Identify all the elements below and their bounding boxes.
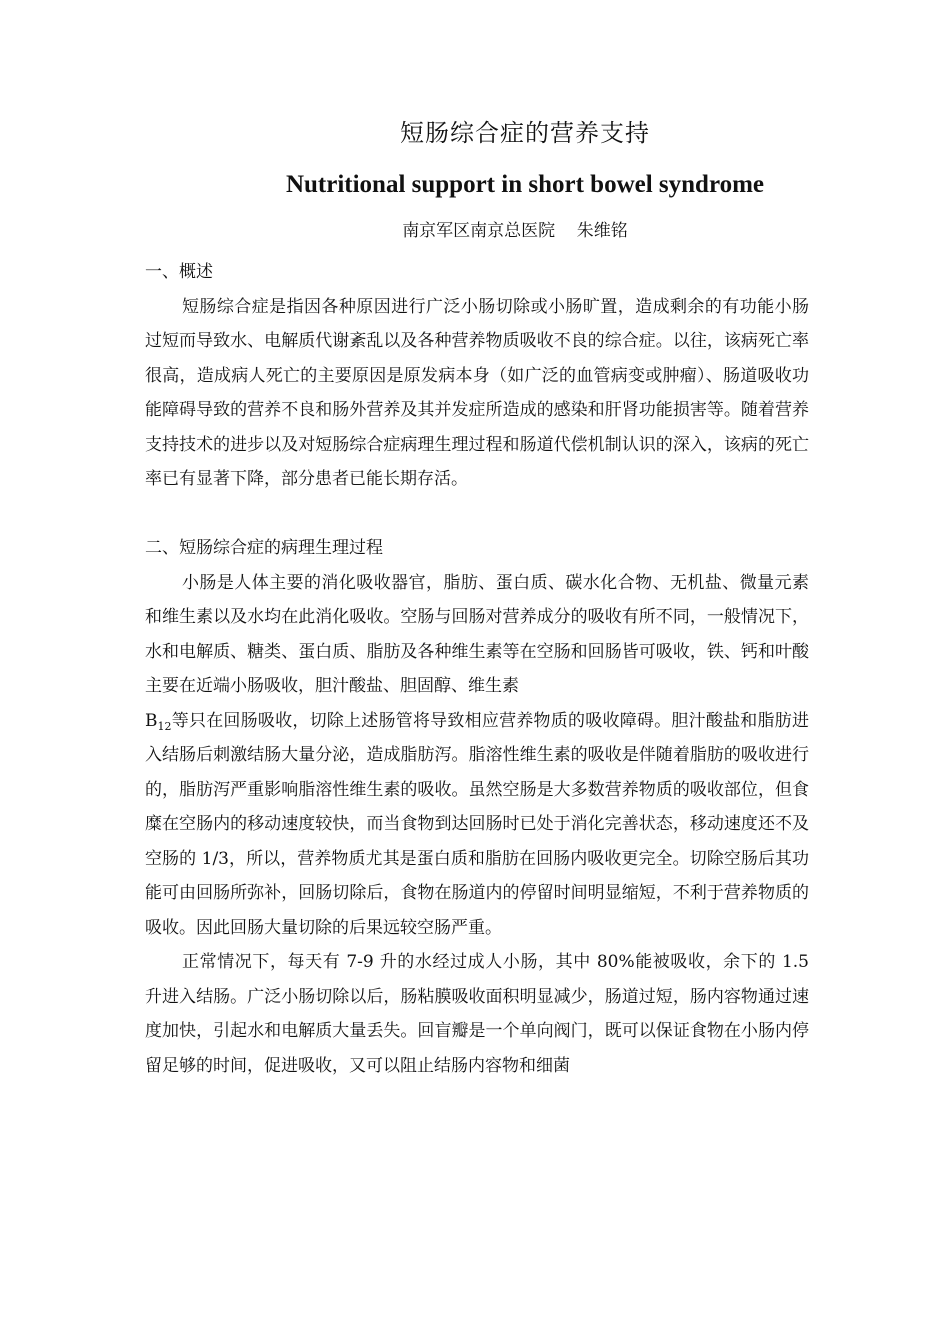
- title-english: Nutritional support in short bowel syndrome: [285, 171, 765, 198]
- author-affiliation: 南京军区南京总医院 朱维铭: [402, 221, 628, 241]
- vitamin-subscript: 12: [157, 719, 172, 733]
- title-chinese: 短肠综合症的营养支持: [400, 119, 650, 147]
- section-heading-pathophysiology: 二、短肠综合症的病理生理过程: [145, 538, 383, 558]
- paragraph-text: 等只在回肠吸收，切除上述肠管将导致相应营养物质的吸收障碍。胆汁酸盐和脂肪进入结肠后刺激结肠大量分泌，造成脂肪泻。脂溶性维生素的吸收是伴随着脂肪的吸收进行的，脂肪泻严重影响脂溶性维生素的吸收。虽然空肠是大多数营养物质的吸收部位，但食糜在空肠内的移动速度较快，而当食物到达回肠时已处于消化完善状态，移动速度还不及空肠的 1/3，所以，营养物质尤其是蛋白质和脂肪在回肠内吸收更完全。切除空肠后其功能可由回肠所弥补，回肠切除后，食物在肠道内的停留时间明显缩短，不利于营养物质的吸收。因此回肠大量切除的后果远较空肠严重。: [145, 710, 809, 938]
- section-spacer: [145, 497, 809, 532]
- paragraph-pathophysiology-1: [145, 566, 809, 946]
- vitamin-label: B: [145, 710, 158, 731]
- paragraph-pathophysiology-2: 正常情况下，每天有 7-9 升的水经过成人小肠，其中 80%能被吸收，余下的 1.5 升进入结肠。广泛小肠切除以后，肠粘膜吸收面积明显减少，肠道过短，肠内容物通过速度加快，引起水和电解质大量丢失。回盲瓣是一个单向阀门，既可以保证食物在小肠内停留足够的时间，促进吸收，又可以阻止结肠内容物和细菌: [145, 952, 809, 1076]
- section-heading-overview: 一、概述: [145, 262, 213, 282]
- paragraph-overview: 短肠综合症是指因各种原因进行广泛小肠切除或小肠旷置，造成剩余的有功能小肠过短而导致水、电解质代谢紊乱以及各种营养物质吸收不良的综合症。以往，该病死亡率很高，造成病人死亡的主要原因是原发病本身（如广泛的血管病变或肿瘤）、肠道吸收功能障碍导致的营养不良和肠外营养及其并发症所造成的感染和肝肾功能损害等。随着营养支持技术的进步以及对短肠综合症病理生理过程和肠道代偿机制认识的深入，该病的死亡率已有显著下降，部分患者已能长期存活。: [145, 296, 809, 489]
- document-body: [145, 255, 809, 1083]
- paragraph-text: 小肠是人体主要的消化吸收器官，脂肪、蛋白质、碳水化合物、无机盐、微量元素和维生素以及水均在此消化吸收。空肠与回肠对营养成分的吸收有所不同，一般情况下，水和电解质、糖类、蛋白质、脂肪及各种维生素等在空肠和回肠皆可吸收，铁、钙和叶酸主要在近端小肠吸收，胆汁酸盐、胆固醇、维生素: [145, 572, 809, 696]
